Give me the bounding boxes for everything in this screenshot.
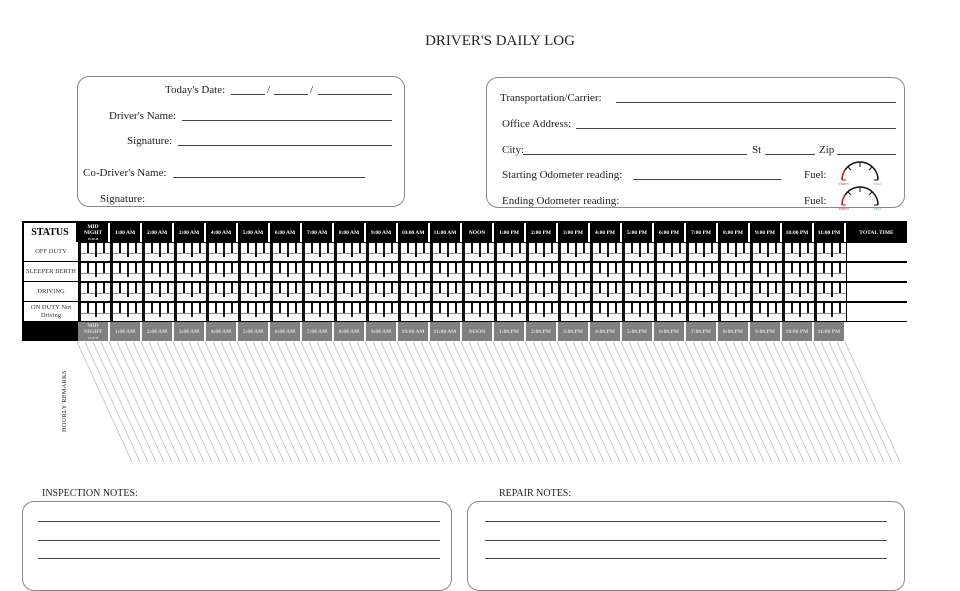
header-hour: 7:00 PM [686, 223, 718, 242]
status-header: STATUS [24, 223, 78, 242]
duty-hour-cell[interactable] [335, 303, 366, 321]
duty-hour-cell[interactable] [655, 243, 686, 261]
footer-hour: 1:00 PM [494, 322, 526, 341]
footer-hour: 11:00 PM [814, 322, 846, 341]
duty-hour-cell[interactable] [239, 283, 270, 301]
duty-hour-cell[interactable] [687, 263, 718, 281]
date-day-field[interactable] [274, 94, 308, 95]
carrier-field[interactable] [616, 102, 896, 103]
duty-hour-cell[interactable] [271, 283, 302, 301]
duty-hour-cell[interactable] [399, 303, 430, 321]
duty-hour-cell[interactable] [495, 283, 526, 301]
header-hour: 11:00 AM [430, 223, 462, 242]
header-hour: 9:00 AM [366, 223, 398, 242]
duty-hour-cell[interactable] [559, 263, 590, 281]
footer-hour: 8:00 PM [718, 322, 750, 341]
duty-hour-cell[interactable] [335, 263, 366, 281]
status-row-label: ON DUTY Not Driving [24, 302, 78, 321]
duty-hour-cell[interactable] [431, 283, 462, 301]
st-field[interactable] [765, 154, 815, 155]
duty-hour-cell[interactable] [751, 263, 782, 281]
duty-hour-cell[interactable] [143, 243, 174, 261]
duty-hour-cell[interactable] [207, 243, 238, 261]
duty-hour-cell[interactable] [271, 263, 302, 281]
co-driver-field[interactable] [173, 177, 365, 178]
footer-midnight: MID NIGHT 15 30 45 [78, 322, 110, 341]
duty-hour-cell[interactable] [655, 263, 686, 281]
duty-hour-cell[interactable] [367, 303, 398, 321]
duty-hour-cell[interactable] [623, 283, 654, 301]
duty-hour-cell[interactable] [303, 283, 334, 301]
duty-hour-cell[interactable] [79, 283, 110, 301]
duty-hour-cell[interactable] [591, 283, 622, 301]
duty-hour-cell[interactable] [559, 303, 590, 321]
footer-hour: 3:00 AM [174, 322, 206, 341]
footer-hour: 6:00 PM [654, 322, 686, 341]
repair-notes-label: REPAIR NOTES: [499, 488, 572, 499]
footer-hour: 7:00 AM [302, 322, 334, 341]
row-total-time[interactable] [847, 243, 907, 261]
start-odometer-label: Starting Odometer reading: [502, 169, 623, 181]
driver-name-label: Driver's Name: [109, 110, 177, 122]
duty-hour-cell[interactable] [527, 283, 558, 301]
duty-hour-cell[interactable] [175, 283, 206, 301]
duty-hour-cell[interactable] [143, 303, 174, 321]
row-total-time[interactable] [847, 303, 907, 321]
fuel-label-end: Fuel: [804, 195, 827, 207]
duty-hour-cell[interactable] [687, 283, 718, 301]
header-hour: 3:00 PM [558, 223, 590, 242]
header-hour: 1:00 AM [110, 223, 142, 242]
duty-hour-cell[interactable] [271, 243, 302, 261]
duty-hour-cell[interactable] [783, 243, 814, 261]
duty-hour-cell[interactable] [111, 283, 142, 301]
duty-hour-cell[interactable] [783, 263, 814, 281]
duty-hour-cell[interactable] [79, 303, 110, 321]
duty-hour-cell[interactable] [527, 303, 558, 321]
header-hour: 3:00 AM [174, 223, 206, 242]
footer-hour: 1:00 AM [110, 322, 142, 341]
duty-hour-cell[interactable] [623, 243, 654, 261]
duty-hour-cell[interactable] [431, 263, 462, 281]
page-title: DRIVER'S DAILY LOG [425, 33, 575, 49]
hourly-remarks-hatching[interactable] [70, 342, 910, 467]
office-field[interactable] [576, 128, 896, 129]
duty-hour-cell[interactable] [335, 243, 366, 261]
footer-hour: 9:00 PM [750, 322, 782, 341]
duty-hour-cell[interactable] [367, 263, 398, 281]
header-hour: NOON [462, 223, 494, 242]
duty-hour-cell[interactable] [239, 263, 270, 281]
footer-hour: 7:00 PM [686, 322, 718, 341]
co-driver-label: Co-Driver's Name: [83, 167, 167, 179]
footer-hour: 9:00 AM [366, 322, 398, 341]
st-label: St [752, 144, 762, 156]
footer-hour: 10:00 PM [782, 322, 814, 341]
co-signature-label: Signature: [100, 193, 146, 205]
duty-hour-cell[interactable] [271, 303, 302, 321]
duty-hour-cell[interactable] [175, 303, 206, 321]
duty-hour-cell[interactable] [751, 303, 782, 321]
duty-hour-cell[interactable] [495, 263, 526, 281]
footer-hour: 10:00 AM [398, 322, 430, 341]
duty-hour-cell[interactable] [367, 243, 398, 261]
header-hour: 9:00 PM [750, 223, 782, 242]
footer-hour: 8:00 AM [334, 322, 366, 341]
total-time-header: TOTAL TIME [859, 229, 894, 236]
header-hour: 2:00 AM [142, 223, 174, 242]
duty-hour-cell[interactable] [719, 303, 750, 321]
duty-hour-cell[interactable] [303, 243, 334, 261]
duty-hour-cell[interactable] [719, 243, 750, 261]
header-hour: 10:00 PM [782, 223, 814, 242]
duty-hour-cell[interactable] [463, 263, 494, 281]
duty-hour-cell[interactable] [111, 303, 142, 321]
duty-hour-cell[interactable] [111, 243, 142, 261]
duty-hour-cell[interactable] [719, 263, 750, 281]
duty-hour-cell[interactable] [143, 263, 174, 281]
header-hour: 5:00 AM [238, 223, 270, 242]
footer-hour: 4:00 PM [590, 322, 622, 341]
header-hour: 6:00 AM [270, 223, 302, 242]
header-hour: 6:00 PM [654, 223, 686, 242]
duty-hour-cell[interactable] [463, 303, 494, 321]
footer-hour: 5:00 AM [238, 322, 270, 341]
footer-hour: 5:00 PM [622, 322, 654, 341]
end-odometer-label: Ending Odometer reading: [502, 195, 620, 207]
city-label: City: [502, 144, 525, 156]
date-label: Today's Date: [165, 84, 226, 96]
duty-hour-cell[interactable] [559, 283, 590, 301]
duty-hour-cell[interactable] [175, 243, 206, 261]
header-hour: 5:00 PM [622, 223, 654, 242]
duty-hour-cell[interactable] [431, 303, 462, 321]
repair-notes-box[interactable] [467, 501, 905, 591]
footer-hour: 6:00 AM [270, 322, 302, 341]
duty-hour-cell[interactable] [815, 263, 846, 281]
duty-hour-cell[interactable] [623, 263, 654, 281]
carrier-label: Transportation/Carrier: [500, 92, 602, 104]
header-midnight: MID NIGHT 15 30 45 [78, 223, 110, 242]
status-row-label: SLEEPER BERTH [24, 262, 78, 281]
footer-hour: NOON [462, 322, 494, 341]
driver-name-field[interactable] [182, 120, 392, 121]
duty-hour-cell[interactable] [559, 243, 590, 261]
duty-hour-cell[interactable] [591, 303, 622, 321]
duty-hour-cell[interactable] [463, 243, 494, 261]
fuel-gauge-icon[interactable] [836, 154, 886, 210]
duty-hour-cell[interactable] [431, 243, 462, 261]
fuel-label-start: Fuel: [804, 169, 827, 181]
footer-hour: 11:00 AM [430, 322, 462, 341]
duty-hour-cell[interactable] [335, 283, 366, 301]
status-row-label: OFF DUTY [24, 242, 78, 261]
header-hour: 2:00 PM [526, 223, 558, 242]
duty-hour-cell[interactable] [143, 283, 174, 301]
footer-hour: 4:00 AM [206, 322, 238, 341]
signature-field[interactable] [178, 145, 392, 146]
duty-hour-cell[interactable] [591, 243, 622, 261]
duty-hour-cell[interactable] [815, 283, 846, 301]
city-field[interactable] [523, 154, 747, 155]
duty-hour-cell[interactable] [207, 263, 238, 281]
duty-hour-cell[interactable] [687, 243, 718, 261]
zip-label: Zip [819, 144, 835, 156]
duty-hour-cell[interactable] [175, 263, 206, 281]
header-hour: 1:00 PM [494, 223, 526, 242]
duty-hour-cell[interactable] [79, 243, 110, 261]
status-row-label: DRIVING [24, 282, 78, 301]
svg-text:EMPTY: EMPTY [839, 182, 850, 186]
duty-hour-cell[interactable] [303, 303, 334, 321]
duty-hour-cell[interactable] [207, 283, 238, 301]
header-hour: 8:00 PM [718, 223, 750, 242]
duty-hour-cell[interactable] [815, 303, 846, 321]
duty-hour-cell[interactable] [623, 303, 654, 321]
duty-hour-cell[interactable] [655, 283, 686, 301]
date-month-field[interactable] [231, 94, 265, 95]
duty-hour-cell[interactable] [655, 303, 686, 321]
hourly-remarks-label: HOURLY REMARKS [61, 370, 68, 432]
row-total-time[interactable] [847, 283, 907, 301]
duty-hour-cell[interactable] [751, 243, 782, 261]
header-hour: 8:00 AM [334, 223, 366, 242]
duty-hour-cell[interactable] [207, 303, 238, 321]
footer-hour: 2:00 AM [142, 322, 174, 341]
header-hour: 4:00 PM [590, 223, 622, 242]
duty-hour-cell[interactable] [751, 283, 782, 301]
duty-hour-cell[interactable] [495, 303, 526, 321]
duty-hour-cell[interactable] [495, 243, 526, 261]
duty-hour-cell[interactable] [719, 283, 750, 301]
duty-hour-cell[interactable] [783, 283, 814, 301]
date-year-field[interactable] [318, 94, 392, 95]
duty-hour-cell[interactable] [399, 243, 430, 261]
duty-status-grid [22, 221, 907, 341]
start-odometer-field[interactable] [633, 179, 781, 180]
duty-hour-cell[interactable] [815, 243, 846, 261]
duty-hour-cell[interactable] [527, 243, 558, 261]
duty-hour-cell[interactable] [239, 303, 270, 321]
inspection-notes-label: INSPECTION NOTES: [42, 488, 138, 499]
duty-hour-cell[interactable] [303, 263, 334, 281]
footer-hour: 3:00 PM [558, 322, 590, 341]
duty-hour-cell[interactable] [399, 263, 430, 281]
duty-hour-cell[interactable] [111, 263, 142, 281]
duty-hour-cell[interactable] [591, 263, 622, 281]
header-hour: 11:00 PM [814, 223, 846, 242]
duty-hour-cell[interactable] [367, 283, 398, 301]
header-hour: 4:00 AM [206, 223, 238, 242]
duty-hour-cell[interactable] [463, 283, 494, 301]
svg-text:FULL: FULL [874, 182, 882, 186]
footer-hour: 2:00 PM [526, 322, 558, 341]
inspection-notes-box[interactable] [22, 501, 452, 591]
row-total-time[interactable] [847, 263, 907, 281]
duty-hour-cell[interactable] [239, 243, 270, 261]
duty-hour-cell[interactable] [687, 303, 718, 321]
header-hour: 7:00 AM [302, 223, 334, 242]
duty-hour-cell[interactable] [399, 283, 430, 301]
header-hour: 10:00 AM [398, 223, 430, 242]
signature-label: Signature: [127, 135, 173, 147]
duty-hour-cell[interactable] [79, 263, 110, 281]
duty-hour-cell[interactable] [783, 303, 814, 321]
office-label: Office Address: [502, 118, 572, 130]
duty-hour-cell[interactable] [527, 263, 558, 281]
